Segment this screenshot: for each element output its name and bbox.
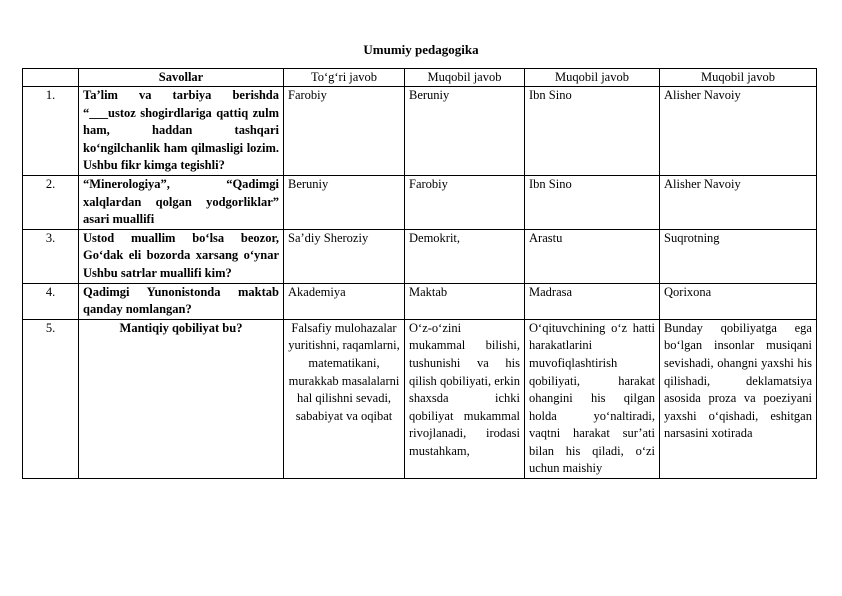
alternative-answer-text: O‘qituvchining o‘z hatti harakatlarini muvofiqlashtirish qobiliyati, harakat ohangini his qilgan holda yo‘naltiradi, vaqtni harakat sur’ati bilan his qiladi, o‘zi uchun maishiy: [529, 320, 655, 476]
alternative-answer: Demokrit,: [405, 229, 525, 283]
questions-table: [22, 68, 817, 479]
alternative-answer: Alisher Navoiy: [660, 87, 817, 176]
header-correct-answer: To‘g‘ri javob: [284, 69, 405, 87]
alternative-answer: Alisher Navoiy: [660, 175, 817, 229]
header-questions: Savollar: [79, 69, 284, 87]
correct-answer: Sa’diy Sheroziy: [284, 229, 405, 283]
page-title: Umumiy pedagogika: [363, 42, 479, 57]
question-text: “Minerologiya”, “Qadimgi xalqlardan qolgan yodgorliklar” asari muallifi: [79, 175, 284, 229]
header-alternative-answer-3: Muqobil javob: [660, 69, 817, 87]
alternative-answer: Suqrotning: [660, 229, 817, 283]
alternative-answer: Farobiy: [405, 175, 525, 229]
alternative-answer: [660, 319, 817, 478]
correct-answer: Farobiy: [284, 87, 405, 176]
alternative-answer: Arastu: [525, 229, 660, 283]
alternative-answer: Ibn Sino: [525, 175, 660, 229]
header-alternative-answer-2: Muqobil javob: [525, 69, 660, 87]
header-number: [23, 69, 79, 87]
alternative-answer: Ibn Sino: [525, 87, 660, 176]
table-row: [23, 229, 817, 283]
row-number: 3.: [23, 229, 79, 283]
alternative-answer: Qorixona: [660, 283, 817, 319]
question-text-content: Mantiqiy qobiliyat bu?: [119, 320, 243, 335]
table-row: [23, 319, 817, 478]
correct-answer: [284, 319, 405, 478]
alternative-answer: Beruniy: [405, 87, 525, 176]
question-text: Qadimgi Yunonistonda maktab qanday nomlangan?: [79, 283, 284, 319]
table-header-row: [23, 69, 817, 87]
alternative-answer: [525, 319, 660, 478]
question-text: Ustod muallim bo‘lsa beozor, Go‘dak eli bozorda xarsang o‘ynar Ushbu satrlar muallifi kim?: [79, 229, 284, 283]
row-number: 2.: [23, 175, 79, 229]
table-row: [23, 87, 817, 176]
correct-answer-text: Falsafiy mulohazalar yuritishni, raqamlarni, matematikani, murakkab masalalarni hal qilishni sevadi, sababiyat va oqibat: [288, 320, 400, 423]
alternative-answer-text: O‘z-o‘zini mukammal bilishi, tushunishi va his qilish qobiliyati, erkin shaxsda ichki qobiliyat mukammal rivojlanadi, irodasi mustahkam,: [409, 320, 520, 458]
alternative-answer: Madrasa: [525, 283, 660, 319]
table-row: [23, 175, 817, 229]
row-number: [23, 319, 79, 478]
table-row: [23, 283, 817, 319]
alternative-answer: [405, 319, 525, 478]
correct-answer: Beruniy: [284, 175, 405, 229]
row-number-text: 5.: [45, 320, 56, 335]
row-number: 4.: [23, 283, 79, 319]
correct-answer: Akademiya: [284, 283, 405, 319]
header-alternative-answer-1: Muqobil javob: [405, 69, 525, 87]
question-text: Ta’lim va tarbiya berishda “___ustoz shogirdlariga qattiq zulm ham, haddan tashqari ko‘ngilchanlik ham qilmasligi lozim. Ushbu fikr kimga tegishli?: [79, 87, 284, 176]
alternative-answer: Maktab: [405, 283, 525, 319]
row-number: 1.: [23, 87, 79, 176]
question-text: [79, 319, 284, 478]
alternative-answer-text: Bunday qobiliyatga ega bo‘lgan insonlar musiqani sevishadi, ohangni yaxshi his qilishadi, deklamatsiya asosida proza va poeziyani yaxshi o‘qishadi, eshitgan narsasini xotirada: [664, 320, 812, 441]
